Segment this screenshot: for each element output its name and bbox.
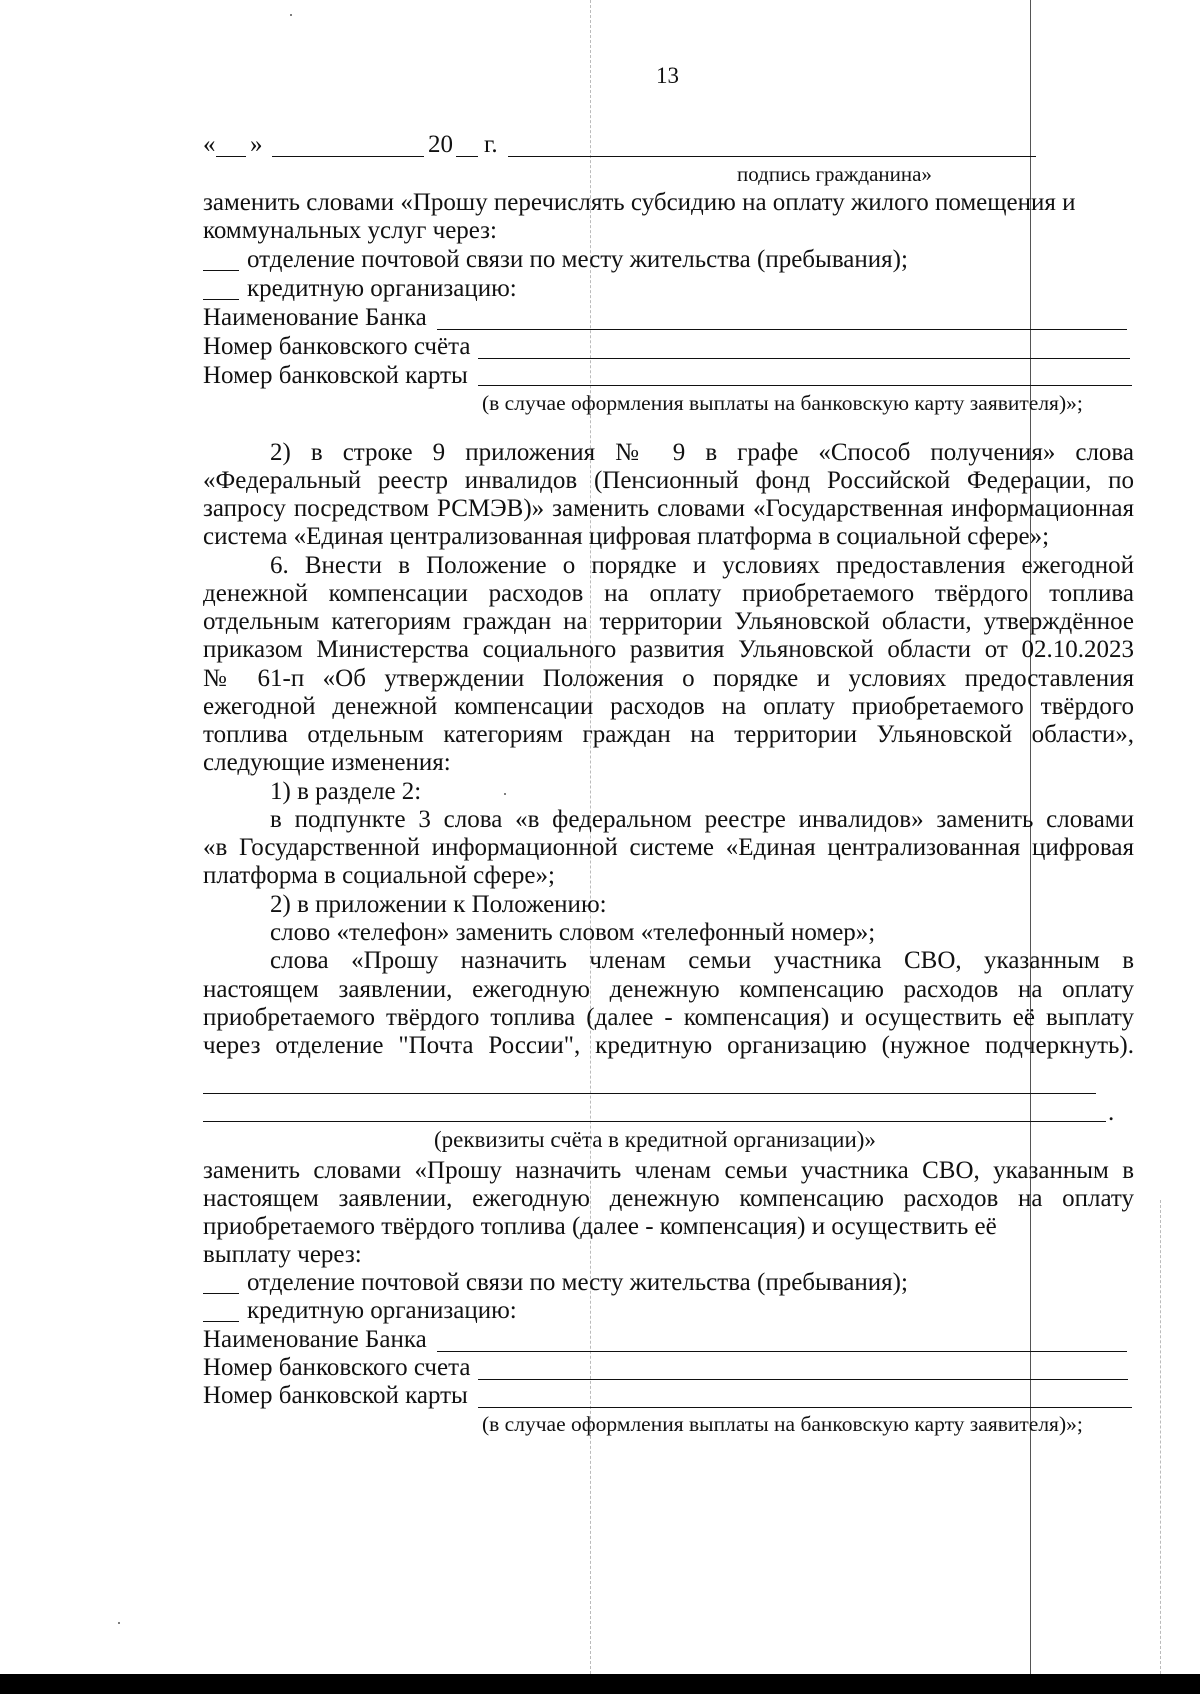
- block2-option1-blank: [203, 1293, 239, 1294]
- item6-sub-2c: платформа в социальной сфере»;: [203, 862, 555, 889]
- open-quote: «: [203, 131, 216, 158]
- block2-bank-name-field: [437, 1351, 1127, 1352]
- item6-sub-5d: через отделение "Почта России", кредитную организацию (нужное подчеркнуть).: [203, 1032, 1134, 1059]
- item6-sub-1: 1) в разделе 2:: [270, 778, 422, 805]
- block2-option2-blank: [203, 1321, 239, 1322]
- item6-line-7: топлива отдельным категориям граждан на территории Ульяновской области»,: [203, 721, 1134, 748]
- item6-sub-5b: настоящем заявлении, ежегодную денежную компенсацию расходов на оплату: [203, 976, 1134, 1003]
- month-blank: [272, 156, 424, 157]
- scan-faint-line-2: [1160, 1200, 1161, 1674]
- block1-bank-name-field: [437, 329, 1127, 330]
- scan-speck: [118, 1622, 120, 1624]
- requisites-period: .: [1108, 1099, 1115, 1126]
- option1-blank: [203, 270, 239, 271]
- block1-card-field: [478, 385, 1132, 386]
- item6-line-2: денежной компенсации расходов на оплату приобретаемого твёрдого топлива: [203, 580, 1134, 607]
- item2-line-1: 2) в строке 9 приложения № 9 в графе «Способ получения» слова: [270, 439, 1134, 466]
- block1-option-credit: кредитную организацию:: [247, 275, 517, 302]
- scan-bottom-border: [0, 1674, 1200, 1694]
- block2-bank-name-label: Наименование Банка: [203, 1326, 427, 1353]
- requisites-line-1: [203, 1093, 1096, 1094]
- item6-line-4: приказом Министерства социального развития Ульяновской области от 02.10.2023: [203, 636, 1134, 663]
- block1-option-postal: отделение почтовой связи по месту жительства (пребывания);: [247, 246, 908, 273]
- block1-account-field: [478, 358, 1130, 359]
- item2-line-3: запросу посредством РСМЭВ)» заменить словами «Государственная информационная: [203, 495, 1134, 522]
- item6-sub-2a: в подпункте 3 слова «в федеральном реестре инвалидов» заменить словами: [270, 806, 1134, 833]
- item6-sub-2b: «в Государственной информационной системе «Единая централизованная цифровая: [203, 834, 1134, 861]
- block1-bank-name-label: Наименование Банка: [203, 304, 427, 331]
- item2-line-2: «Федеральный реестр инвалидов (Пенсионный фонд Российской Федерации, по: [203, 467, 1134, 494]
- item6-line-6: ежегодной денежной компенсации расходов на оплату приобретаемого твёрдого: [203, 693, 1134, 720]
- block2-option-postal: отделение почтовой связи по месту жительства (пребывания);: [247, 1269, 908, 1296]
- close-quote: »: [250, 131, 263, 158]
- block2-card-label: Номер банковской карты: [203, 1382, 468, 1409]
- item2-line-4: система «Единая централизованная цифровая платформа в социальной сфере»;: [203, 523, 1050, 550]
- option2-blank: [203, 299, 239, 300]
- year-prefix: 20: [428, 131, 453, 158]
- signature-blank: [508, 156, 1036, 157]
- block2-line-4: выплату через:: [203, 1241, 362, 1268]
- block1-card-note: (в случае оформления выплаты на банковскую карту заявителя)»;: [482, 391, 1083, 415]
- block2-line-3: приобретаемого твёрдого топлива (далее - компенсация) и осуществить её: [203, 1213, 997, 1240]
- scan-speck: [504, 793, 506, 795]
- day-blank: [216, 156, 246, 157]
- block2-card-note: (в случае оформления выплаты на банковскую карту заявителя)»;: [482, 1412, 1083, 1436]
- item6-sub-5a: слова «Прошу назначить членам семьи участника СВО, указанным в: [270, 947, 1134, 974]
- item6-line-1: 6. Внести в Положение о порядке и условиях предоставления ежегодной: [270, 552, 1134, 579]
- item6-sub-4: слово «телефон» заменить словом «телефонный номер»;: [270, 919, 876, 946]
- block2-line-1: заменить словами «Прошу назначить членам семьи участника СВО, указанным в: [203, 1157, 1134, 1184]
- block2-option-credit: кредитную организацию:: [247, 1297, 517, 1324]
- item6-line-8: следующие изменения:: [203, 749, 451, 776]
- year-suffix: г.: [484, 131, 498, 158]
- block2-line-2: настоящем заявлении, ежегодную денежную компенсацию расходов на оплату: [203, 1185, 1134, 1212]
- block1-card-label: Номер банковской карты: [203, 362, 468, 389]
- signature-caption: подпись гражданина»: [737, 162, 932, 186]
- item6-line-5: № 61-п «Об утверждении Положения о порядке и условиях предоставления: [203, 665, 1134, 692]
- item6-sub-5c: приобретаемого твёрдого топлива (далее - компенсация) и осуществить её выплату: [203, 1004, 1134, 1031]
- scan-speck: [290, 14, 292, 16]
- block2-card-field: [478, 1407, 1132, 1408]
- requisites-line-2: [203, 1121, 1106, 1122]
- item6-line-3: отдельным категориям граждан на территории Ульяновской области, утверждённое: [203, 608, 1134, 635]
- block1-account-label: Номер банковского счёта: [203, 333, 471, 360]
- requisites-caption: (реквизиты счёта в кредитной организации)»: [434, 1127, 876, 1152]
- block1-line-2: коммунальных услуг через:: [203, 217, 498, 244]
- block2-account-label: Номер банковского счета: [203, 1354, 471, 1381]
- item6-sub-3: 2) в приложении к Положению:: [270, 891, 607, 918]
- block1-line-1: заменить словами «Прошу перечислять субсидию на оплату жилого помещения и: [203, 189, 1076, 216]
- year-blank: [456, 156, 478, 157]
- block2-account-field: [478, 1379, 1128, 1380]
- page-number: 13: [656, 63, 679, 88]
